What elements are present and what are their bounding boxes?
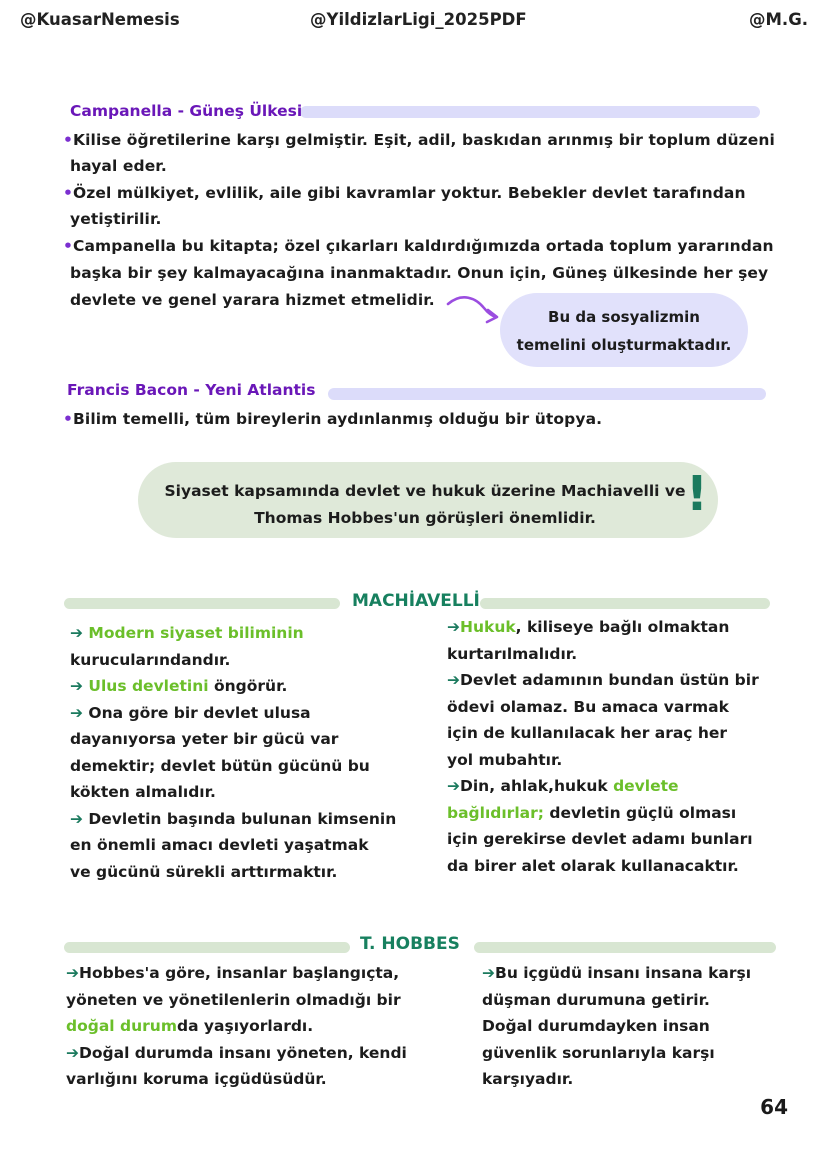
hobbes-divider-left — [64, 942, 350, 953]
bacon-line: •Bilim temelli, tüm bireylerin aydınlanmış olduğu bir ütopya. — [63, 410, 603, 428]
arrow-icon: ➔ — [70, 703, 83, 722]
arrow-icon: ➔ — [447, 618, 460, 636]
campanella-line-7: devlete ve genel yarara hizmet etmelidir. — [70, 291, 435, 309]
machiavelli-left-column — [70, 620, 396, 885]
machiavelli-divider-right — [480, 598, 770, 609]
campanella-line-3: •Özel mülkiyet, evlilik, aile gibi kavramlar yoktur. Bebekler devlet tarafından — [63, 184, 746, 202]
list-item: için gerekirse devlet adamı bunları — [447, 830, 753, 848]
list-item: güvenlik sorunlarıyla karşı — [482, 1043, 715, 1062]
list-item: ➔ Ulus devletini öngörür. — [70, 677, 288, 695]
list-item: demektir; devlet bütün gücünü bu — [70, 756, 370, 775]
arrow-icon: ➔ — [447, 777, 460, 795]
arrow-icon: ➔ — [482, 964, 495, 982]
list-item: Doğal durumdayken insan — [482, 1017, 710, 1035]
header-left-handle: @KuasarNemesis — [20, 10, 180, 29]
list-item: ve gücünü sürekli arttırmaktır. — [70, 862, 338, 881]
campanella-title: Campanella - Güneş Ülkesi — [70, 102, 303, 120]
list-item: ➔Din, ahlak,hukuk devlete — [447, 777, 679, 795]
campanella-line-1: •Kilise öğretilerine karşı gelmiştir. Eşit, adil, baskıdan arınmış bir toplum düzeni — [63, 131, 775, 149]
list-item: ➔Bu içgüdü insanı insana karşı — [482, 964, 752, 982]
hobbes-divider-right — [474, 942, 776, 953]
list-item: doğal durumda yaşıyorlardı. — [66, 1017, 314, 1035]
campanella-line-5: •Campanella bu kitapta; özel çıkarları kaldırdığımızda ortada toplum yararından — [63, 237, 774, 255]
hobbes-left-column — [66, 960, 407, 1093]
arrow-icon: ➔ — [66, 964, 79, 982]
list-item: kurtarılmalıdır. — [447, 644, 578, 663]
hobbes-title: T. HOBBES — [360, 934, 460, 954]
list-item: yöneten ve yönetilenlerin olmadığı bir — [66, 990, 401, 1009]
arrow-icon: ➔ — [66, 1043, 79, 1062]
machiavelli-right-column — [447, 614, 759, 879]
machiavelli-divider-left — [64, 598, 340, 609]
list-item: yol mubahtır. — [447, 750, 563, 769]
arrow-icon: ➔ — [447, 671, 460, 689]
arrow-icon: ➔ — [70, 809, 83, 828]
note-line-2: Thomas Hobbes'un görüşleri önemlidir. — [254, 509, 596, 527]
bullet-dot: • — [63, 237, 74, 255]
arrow-icon: ➔ — [70, 624, 83, 642]
campanella-highlight — [300, 106, 760, 118]
list-item: ➔ Ona göre bir devlet ulusa — [70, 703, 311, 722]
campanella-line-4: yetiştirilir. — [70, 210, 162, 228]
bacon-highlight — [328, 388, 766, 400]
list-item: için de kullanılacak her araç her — [447, 724, 728, 742]
cloud-line-1: Bu da sosyalizmin — [548, 308, 700, 326]
list-item: ödevi olamaz. Bu amaca varmak — [447, 697, 729, 716]
bacon-title: Francis Bacon - Yeni Atlantis — [67, 381, 316, 399]
arrow-icon: ➔ — [70, 677, 83, 695]
bullet-dot: • — [63, 131, 74, 149]
campanella-line-6: başka bir şey kalmayacağına inanmaktadır. Onun için, Güneş ülkesinde her şey — [70, 264, 769, 282]
exclamation-icon: ! — [686, 466, 708, 522]
list-item: ➔ Modern siyaset biliminin — [70, 624, 304, 642]
list-item: bağlıdırlar; devletin güçlü olması — [447, 803, 737, 822]
list-item: ➔Hobbes'a göre, insanlar başlangıçta, — [66, 964, 400, 982]
bullet-dot: • — [63, 184, 74, 202]
list-item: kurucularındandır. — [70, 650, 231, 669]
socialism-cloud — [500, 293, 748, 367]
list-item: ➔ Devletin başında bulunan kimsenin — [70, 809, 397, 828]
cloud-line-2: temelini oluşturmaktadır. — [516, 336, 732, 354]
curved-arrow-icon — [444, 292, 504, 328]
header-right-handle: @M.G. — [749, 10, 808, 29]
list-item: kökten almalıdır. — [70, 783, 216, 801]
bullet-dot: • — [63, 410, 74, 428]
note-line-1: Siyaset kapsamında devlet ve hukuk üzerine Machiavelli ve — [164, 482, 686, 500]
list-item: ➔Hukuk, kiliseye bağlı olmaktan — [447, 618, 730, 636]
hobbes-right-column — [482, 960, 751, 1093]
machiavelli-title: MACHİAVELLİ — [352, 591, 480, 611]
list-item: en önemli amacı devleti yaşatmak — [70, 836, 369, 854]
list-item: ➔Doğal durumda insanı yöneten, kendi — [66, 1043, 407, 1062]
header-center-handle: @YildizlarLigi_2025PDF — [310, 10, 527, 29]
list-item: dayanıyorsa yeter bir gücü var — [70, 730, 339, 748]
list-item: düşman durumuna getirir. — [482, 990, 710, 1009]
page-number: 64 — [760, 1095, 788, 1119]
list-item: da birer alet olarak kullanacaktır. — [447, 856, 739, 875]
list-item: varlığını koruma içgüdüsüdür. — [66, 1070, 327, 1088]
list-item: ➔Devlet adamının bundan üstün bir — [447, 671, 759, 689]
campanella-line-2: hayal eder. — [70, 157, 167, 175]
list-item: karşıyadır. — [482, 1070, 574, 1088]
